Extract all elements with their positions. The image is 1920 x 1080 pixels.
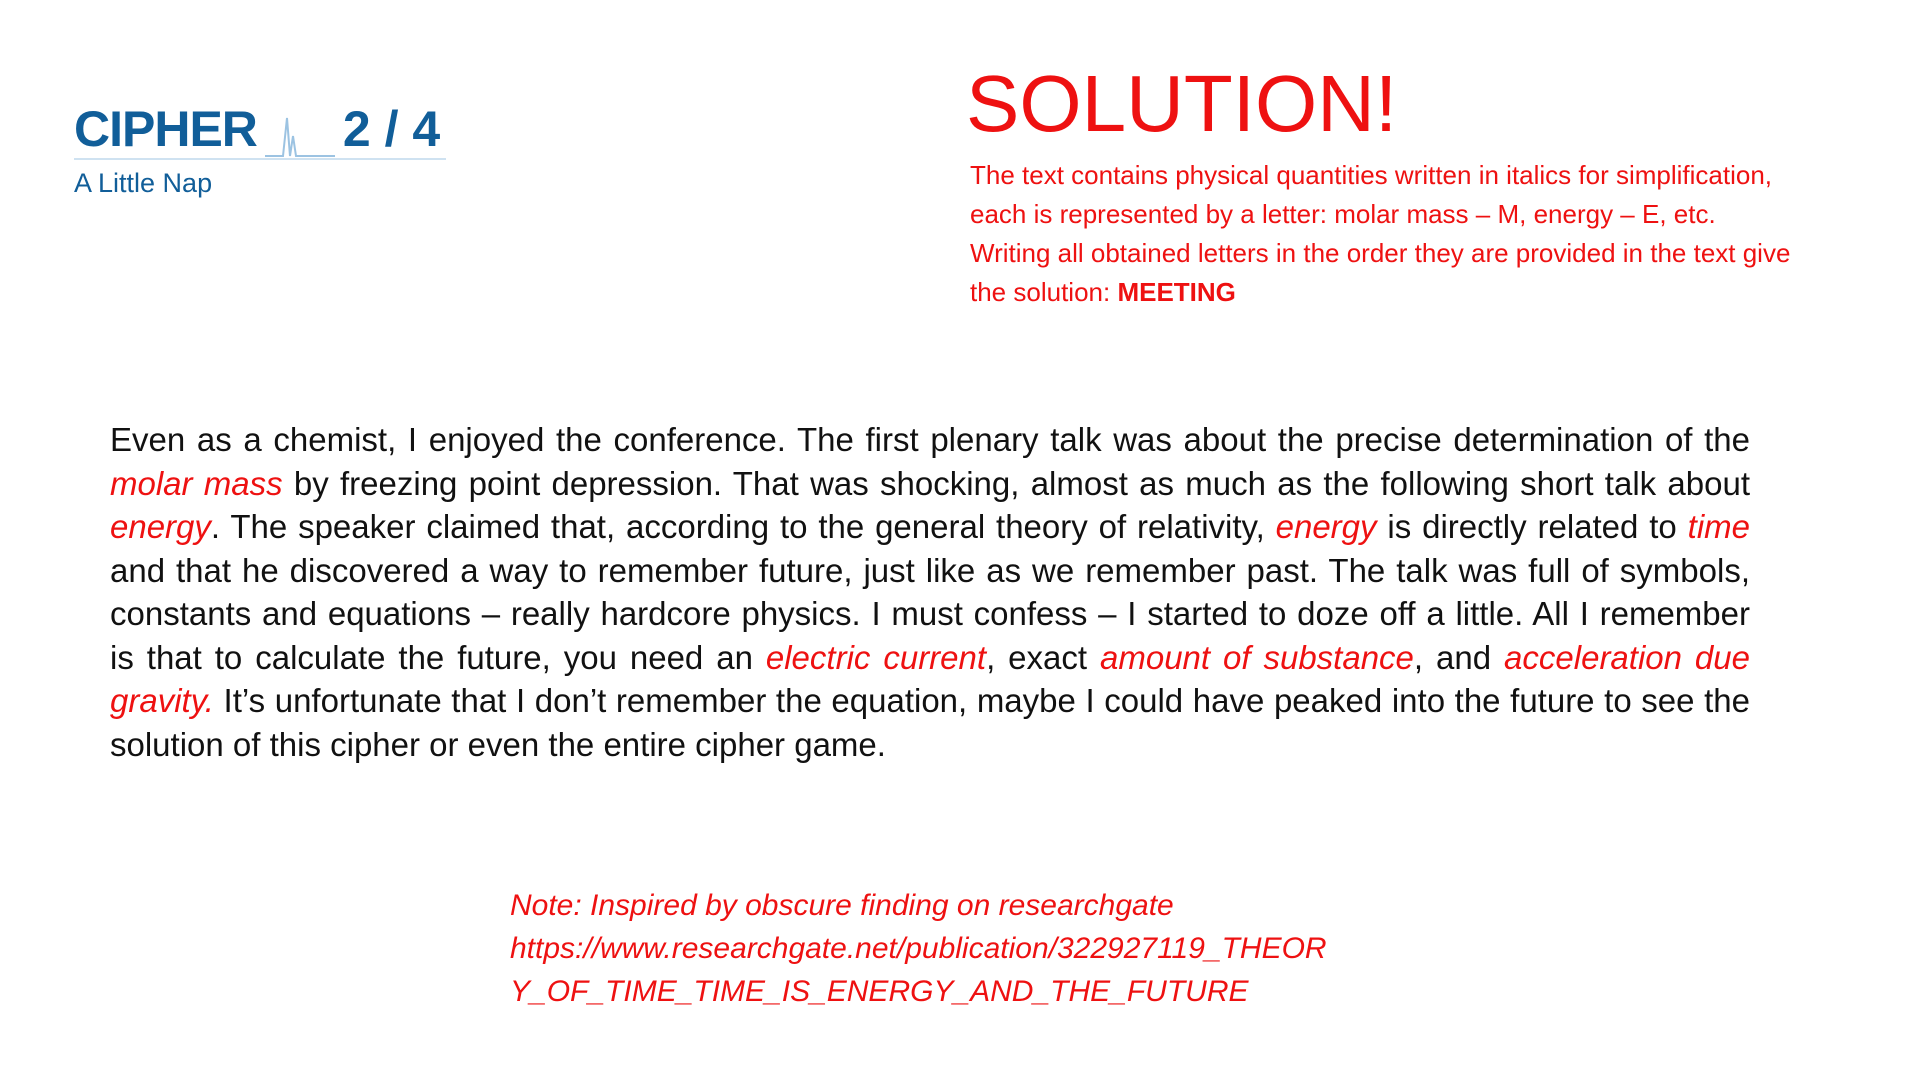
story-text: , and	[1413, 638, 1505, 676]
peak-line-icon	[265, 98, 335, 158]
quantity-molar-mass: molar mass	[110, 464, 283, 502]
quantity-acceleration-gravity: acceleration due gravity.	[110, 638, 1750, 719]
solution-answer: MEETING	[1117, 277, 1236, 307]
story-text: is directly related to	[1376, 508, 1688, 545]
cipher-counter: 2 / 4	[342, 101, 441, 157]
quantity-amount-of-substance: amount of substance	[1100, 638, 1414, 676]
story-text: by freezing point depression. That was shocking, almost as much as the following short talk about	[282, 464, 1750, 502]
quantity-energy: energy	[110, 508, 211, 545]
logo-title: CIPHER	[74, 101, 257, 157]
note-link-line-2[interactable]: Y_OF_TIME_TIME_IS_ENERGY_AND_THE_FUTURE	[510, 975, 1249, 1008]
quantity-time: time	[1687, 508, 1750, 545]
story-paragraph	[110, 418, 1750, 766]
quantity-energy: energy	[1275, 508, 1377, 545]
solution-heading: SOLUTION!	[966, 59, 1398, 148]
cipher-subtitle: A Little Nap	[74, 168, 213, 198]
quantity-electric-current: electric current	[765, 638, 987, 676]
story-text: It’s unfortunate that I don’t remember the equation, maybe I could have peaked into the future to see the solution of this cipher or even the entire cipher game.	[110, 682, 1750, 763]
story-text: , exact	[986, 638, 1100, 676]
solution-line-1: The text contains physical quantities written in italics for simplification, each is represented by a letter: molar mass – M, energy – E, etc.	[970, 160, 1773, 229]
logo-row	[74, 92, 446, 160]
story-text: Even as a chemist, I enjoyed the conference. The first plenary talk was about the precise determination of the	[110, 421, 1750, 458]
solution-line-2-text: Writing all obtained letters in the order they are provided in the text give the solution:	[970, 238, 1791, 307]
source-note	[510, 884, 1450, 1013]
story-text: and that he discovered a way to remember future, just like as we remember past. The talk was full of symbols, constants and equations – really hardcore physics. I must confess – I started to doze off a little. All I remember is that to calculate the future, you need an	[110, 551, 1750, 676]
solution-line-2	[970, 234, 1810, 312]
cipher-logo	[74, 92, 446, 199]
note-line-1: Note: Inspired by obscure finding on researchgate	[510, 889, 1174, 922]
story-text: . The speaker claimed that, according to the general theory of relativity,	[210, 508, 1276, 545]
note-link-line-1[interactable]: https://www.researchgate.net/publication/322927119_THEOR	[510, 932, 1327, 965]
solution-explanation	[970, 156, 1810, 312]
